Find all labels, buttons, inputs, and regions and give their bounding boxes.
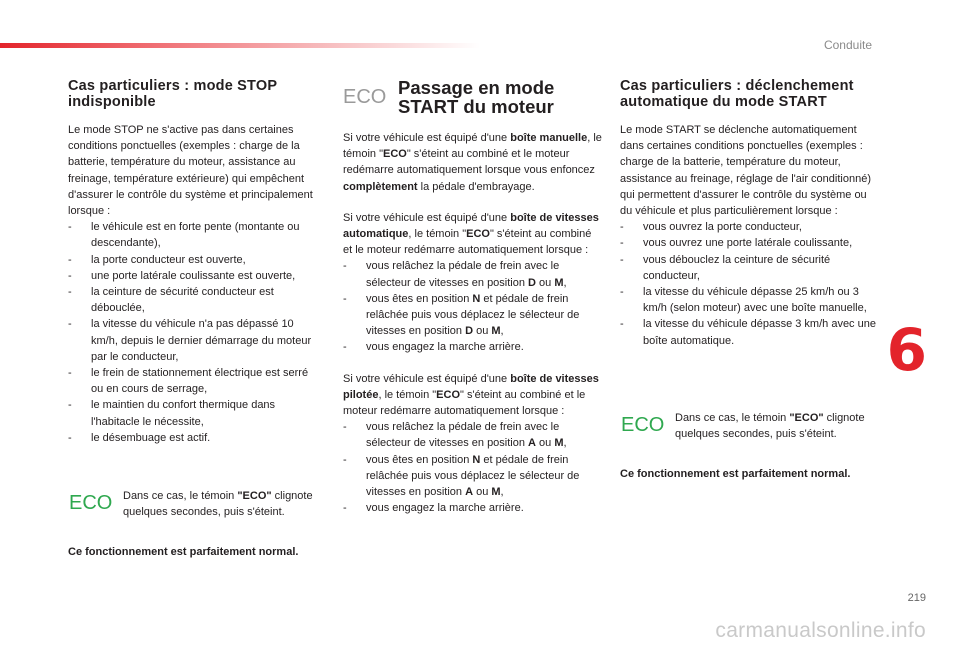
middle-title-row [343, 78, 603, 120]
middle-para-automatic: Si votre véhicule est équipé d'une boîte de vitesses automatique, le témoin "ECO" s'éteint au combiné et le moteur redémarre automatiquement lorsque : [343, 211, 599, 257]
list-item: - le frein de stationnement électrique est serré ou en cours de serrage, [68, 365, 322, 397]
column-middle [343, 78, 603, 516]
section-name: Conduite [823, 38, 872, 52]
middle-list-piloted [343, 419, 603, 516]
list-item: - le maintien du confort thermique dans l'habitacle le nécessite, [68, 397, 322, 429]
page-number: 219 [907, 592, 926, 604]
list-item: - vous engagez la marche arrière. [343, 339, 603, 355]
list-item: - vous êtes en position N et pédale de frein relâchée puis vous déplacez le sélecteur de vitesses en position D ou M, [343, 291, 603, 340]
middle-para-manual: Si votre véhicule est équipé d'une boîte manuelle, le témoin "ECO" s'éteint au combiné et le moteur redémarre automatiquement lorsque vous enfoncez complètement la pédale d'embrayage. [343, 132, 602, 193]
eco-note-text: clignote quelques secondes, puis s'éteint. [123, 490, 313, 519]
list-item: - la vitesse du véhicule dépasse 25 km/h ou 3 km/h (selon moteur) avec une boîte manuelle, [620, 284, 878, 316]
list-item: - la porte conducteur est ouverte, [68, 252, 322, 268]
list-item: - la ceinture de sécurité conducteur est débouclée, [68, 284, 322, 316]
column-left [68, 78, 322, 560]
left-normal-note: Ce fonctionnement est parfaitement normal. [68, 546, 299, 559]
middle-list-automatic [343, 258, 603, 355]
column-right [620, 78, 878, 482]
chapter-number: 6 [886, 316, 927, 384]
header-gradient-bar [0, 43, 480, 48]
eco-note-bold: "ECO" [237, 490, 272, 503]
eco-green-icon-label: ECO [69, 492, 113, 514]
middle-title: Passage en mode START du moteur [398, 77, 555, 117]
left-list [68, 219, 322, 446]
list-item: - le désembuage est actif. [68, 430, 322, 446]
list-item: - la vitesse du véhicule n'a pas dépassé 10 km/h, depuis le dernier démarrage du moteur par le conducteur, [68, 316, 322, 365]
list-item: - vous êtes en position N et pédale de frein relâchée puis vous déplacez le sélecteur de vitesses en position A ou M, [343, 452, 603, 501]
list-item: - vous ouvrez une porte latérale coulissante, [620, 235, 878, 251]
right-eco-text [675, 410, 878, 442]
list-item: - le véhicule est en forte pente (montante ou descendante), [68, 219, 322, 251]
list-item: - vous relâchez la pédale de frein avec le sélecteur de vitesses en position D ou M, [343, 258, 603, 290]
left-eco-note [68, 488, 322, 538]
left-eco-text [123, 488, 322, 520]
list-item: - la vitesse du véhicule dépasse 3 km/h avec une boîte automatique. [620, 316, 878, 348]
left-title: Cas particuliers : mode STOP indisponible [68, 78, 277, 110]
eco-green-icon [620, 413, 666, 435]
list-item: - vous débouclez la ceinture de sécurité conducteur, [620, 252, 878, 284]
eco-gray-icon [343, 85, 391, 107]
left-intro: Le mode STOP ne s'active pas dans certaines conditions ponctuelles (exemples : charge de la batterie, température du moteur, assistance au freinage, température extérieure) qui empêchent d'assurer le contrôle du système et principalement lorsque : [68, 124, 313, 218]
list-item: - vous ouvrez la porte conducteur, [620, 219, 878, 235]
eco-note-text: clignote quelques secondes, puis s'éteint. [675, 411, 865, 441]
list-item: - vous relâchez la pédale de frein avec le sélecteur de vitesses en position A ou M, [343, 419, 603, 451]
eco-green-icon [68, 491, 114, 513]
eco-note-text: Dans ce cas, le témoin [675, 411, 790, 424]
eco-green-icon-label: ECO [621, 413, 665, 435]
right-eco-note [620, 410, 878, 460]
list-item: - vous engagez la marche arrière. [343, 500, 603, 516]
right-normal-note: Ce fonctionnement est parfaitement normal. [620, 467, 851, 480]
middle-para-piloted: Si votre véhicule est équipé d'une boîte de vitesses pilotée, le témoin "ECO" s'éteint au combiné et le moteur redémarre automatiquement lorsque : [343, 372, 599, 418]
eco-gray-icon-label: ECO [343, 86, 387, 107]
watermark: carmanualsonline.info [715, 619, 926, 642]
list-item: - une porte latérale coulissante est ouverte, [68, 268, 322, 284]
eco-note-bold: "ECO" [789, 411, 824, 424]
right-title: Cas particuliers : déclenchement automatique du mode START [620, 78, 854, 110]
right-intro: Le mode START se déclenche automatiquement dans certaines conditions ponctuelles (exemples : charge de la batterie, température du moteur, assistance au freinage, réglage de l'air conditionné) qui permettent d'assurer le contrôle du système ou du véhicule et plus particulièrement lorsque : [620, 124, 871, 218]
right-list [620, 219, 878, 349]
eco-note-text: Dans ce cas, le témoin [123, 490, 238, 503]
